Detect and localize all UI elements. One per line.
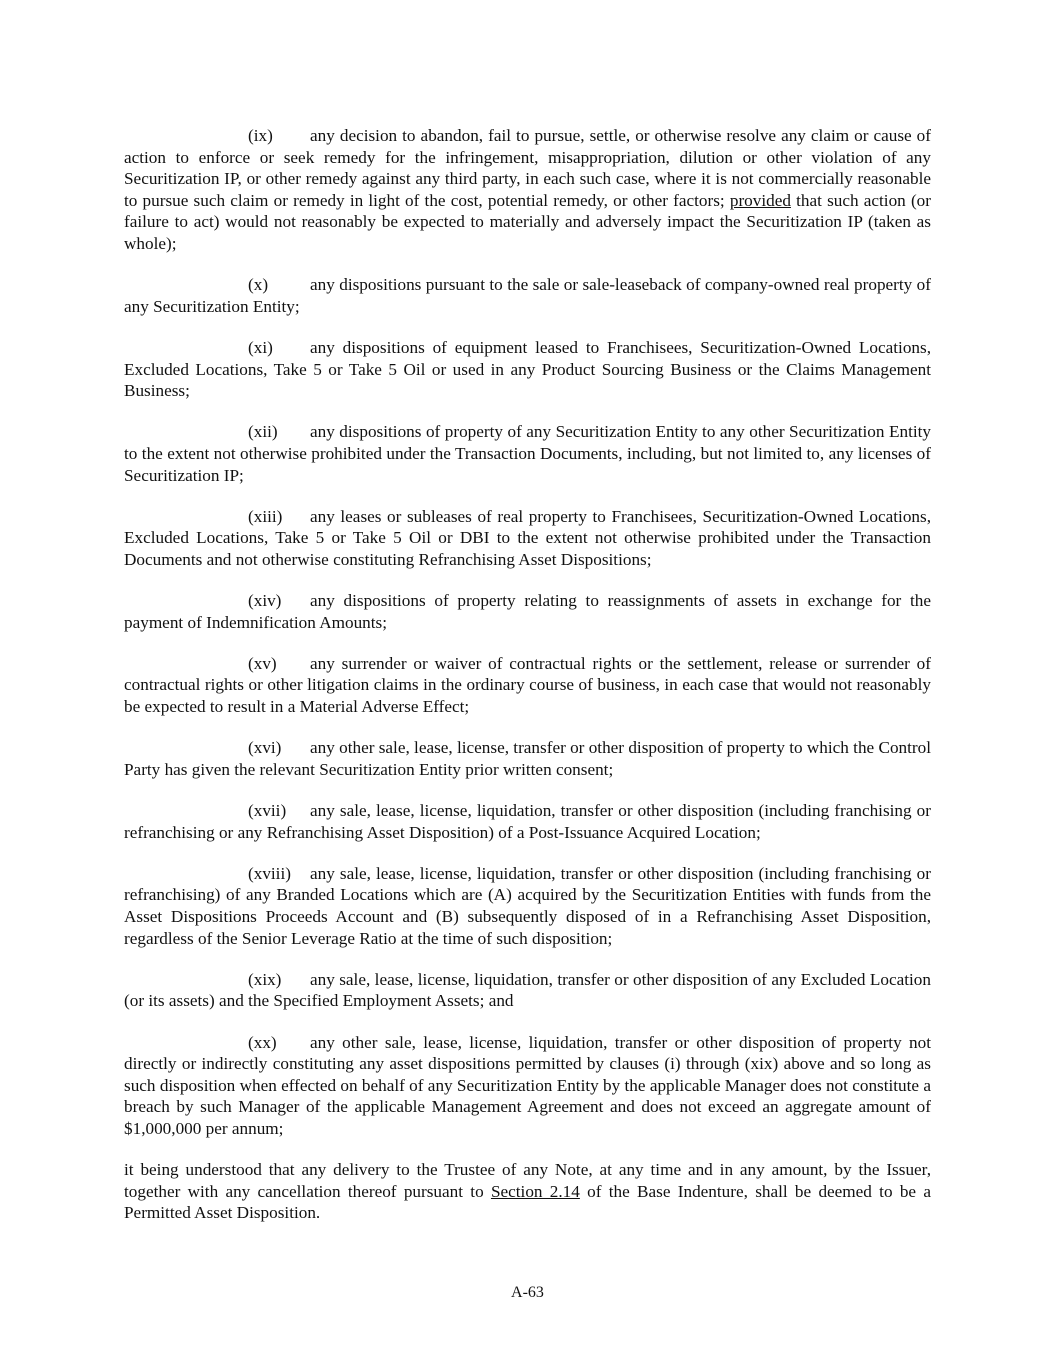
clause-xvii bbox=[124, 800, 931, 843]
clause-xx bbox=[124, 1032, 931, 1140]
clause-x bbox=[124, 274, 931, 317]
clause-number: (xvii) bbox=[248, 801, 287, 820]
clause-number: (xx) bbox=[248, 1032, 277, 1052]
section-reference: Section 2.14 bbox=[490, 1181, 580, 1201]
clause-text: any leases or subleases of real property to Franchisees, Securitization-Owned Locations, Excluded Locations, Take 5 or Take 5 Oil or DBI to the extent not otherwise prohibited under the Transaction Documents and not otherwise constituting Refranchising Asset Dispositions; bbox=[124, 506, 931, 569]
clause-xiii bbox=[124, 506, 931, 571]
clause-text: any decision to abandon, fail to pursue, settle, or otherwise resolve any claim or cause of action to enforce or seek remedy for the infringement, misappropriation, dilution or other violation of any Securitization IP, or other remedy against any third party, in each such case, where it is not commercially reasonable to pursue such claim or remedy in light of the cost, potential remedy, or other factors; bbox=[124, 126, 931, 210]
clause-xix bbox=[124, 969, 931, 1012]
clause-xii bbox=[124, 421, 931, 486]
clause-number: (xix) bbox=[248, 969, 282, 989]
clause-text: that such action (or failure to act) would not reasonably be expected to materially and adversely impact the Securitization IP (taken as whole); bbox=[124, 190, 931, 253]
clause-number: (xv) bbox=[248, 653, 277, 673]
clause-xv bbox=[124, 653, 931, 718]
clause-text: any surrender or waiver of contractual rights or the settlement, release or surrender of contractual rights or other litigation claims in the ordinary course of business, in each case that would not reasonably be expected to result in a Material Adverse Effect; bbox=[124, 653, 931, 717]
clause-number: (x) bbox=[248, 275, 269, 295]
clause-text: any sale, lease, license, liquidation, transfer or other disposition of any Excluded Location (or its assets) and the Specified Employment Assets; and bbox=[124, 969, 931, 1011]
clause-number: (xiv) bbox=[248, 591, 282, 611]
clause-number: (xi) bbox=[248, 337, 273, 357]
clause-xvi bbox=[124, 737, 931, 780]
provided-term: provided bbox=[729, 190, 791, 210]
clause-text: any other sale, lease, license, liquidation, transfer or other disposition of property not directly or indirectly constituting any asset dispositions permitted by clauses (i) through (xix) above and so long as such disposition when effected on behalf of any Securitization Entity by the applicable Manager does not constitute a breach by such Manager of the applicable Management Agreement and does not exceed an aggregate amount of $1,000,000 per annum; bbox=[124, 1032, 931, 1138]
clause-number: (ix) bbox=[248, 126, 273, 145]
clause-text: any dispositions of property relating to reassignments of assets in exchange for the payment of Indemnification Amounts; bbox=[124, 591, 931, 632]
closing-paragraph bbox=[124, 1159, 931, 1224]
clause-ix bbox=[124, 125, 931, 255]
clause-number: (xviii) bbox=[248, 863, 291, 883]
clause-text: any sale, lease, license, liquidation, transfer or other disposition (including franchising or refranchising or any Refranchising Asset Disposition) of a Post-Issuance Acquired Location; bbox=[124, 801, 931, 842]
clause-xi bbox=[124, 337, 931, 402]
clause-text: any dispositions of equipment leased to Franchisees, Securitization-Owned Locations, Excluded Locations, Take 5 or Take 5 Oil or used in any Product Sourcing Business or the Claims Management Business; bbox=[124, 337, 931, 401]
clause-number: (xii) bbox=[248, 422, 278, 442]
clause-xiv bbox=[124, 590, 931, 633]
clause-text: any other sale, lease, license, transfer or other disposition of property to which the Control Party has given the relevant Securitization Entity prior written consent; bbox=[124, 738, 931, 779]
document-body bbox=[124, 125, 931, 1243]
closing-text: of the Base Indenture, shall be deemed to be a Permitted Asset Disposition. bbox=[124, 1181, 931, 1223]
closing-text: it being understood that any delivery to the Trustee of any Note, at any time and in any amount, by the Issuer, together with any cancellation thereof pursuant to bbox=[124, 1160, 931, 1201]
clause-text: any dispositions pursuant to the sale or sale-leaseback of company-owned real property of any Securitization Entity; bbox=[124, 275, 931, 316]
clause-number: (xvi) bbox=[248, 738, 282, 758]
clause-xviii bbox=[124, 863, 931, 949]
page-number: A-63 bbox=[511, 1284, 544, 1301]
clause-text: any dispositions of property of any Securitization Entity to any other Securitization Entity to the extent not otherwise prohibited under the Transaction Documents, including, but not limited to, any licenses of Securitization IP; bbox=[124, 422, 931, 485]
clause-number: (xiii) bbox=[248, 506, 283, 526]
clause-text: any sale, lease, license, liquidation, transfer or other disposition (including franchising or refranchising) of any Branded Locations which are (A) acquired by the Securitization Entities with funds from the Asset Dispositions Proceeds Account and (B) subsequently disposed of in a Refranchising Asset Disposition, regardless of the Senior Leverage Ratio at the time of such disposition; bbox=[124, 863, 931, 948]
